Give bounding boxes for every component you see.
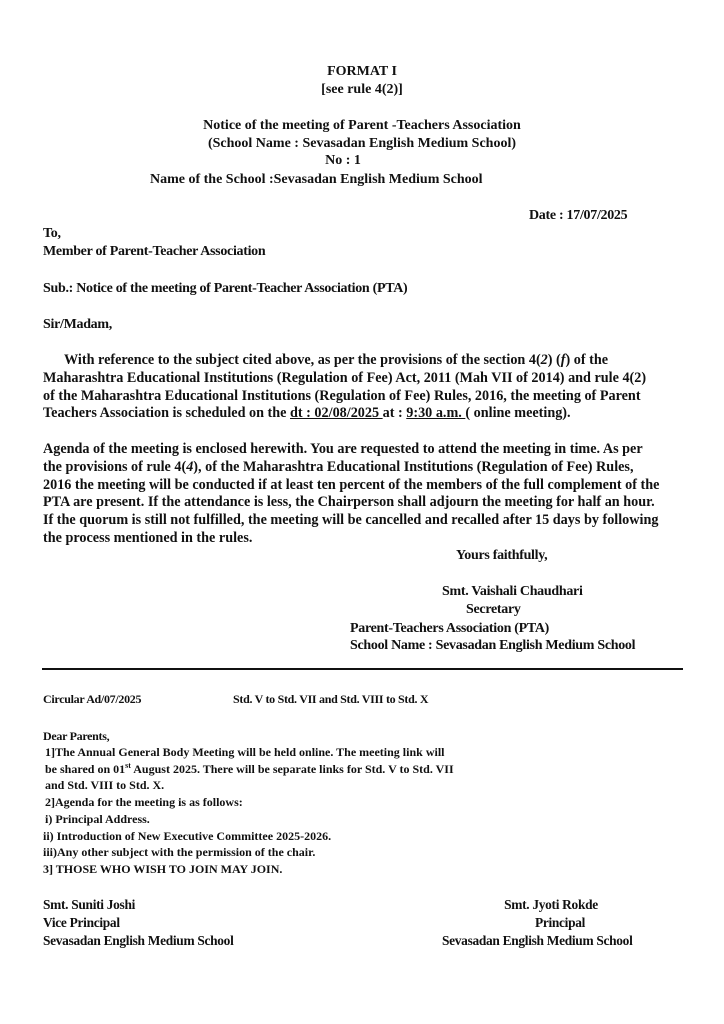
meeting-time: 9:30 a.m. <box>406 405 466 422</box>
principal-school: Sevasadan English Medium School <box>442 933 633 948</box>
rule-reference: [see rule 4(2)] <box>321 82 403 97</box>
letter-subject: Sub.: Notice of the meeting of Parent-Teacher Association (PTA) <box>43 281 408 296</box>
para2-line-2 <box>43 459 683 477</box>
text: ) ( <box>547 352 561 368</box>
text: Teachers Association is scheduled on the <box>43 405 290 422</box>
signatory-title: Secretary <box>466 602 521 617</box>
para2-line-4: PTA are present. If the attendance is less, the Chairperson shall adjourn the meeting for half an hour. <box>43 494 655 511</box>
circular-point-1-line-1: 1]The Annual General Body Meeting will be held online. The meeting link will <box>45 745 445 759</box>
school-name-line: (School Name : Sevasadan English Medium School) <box>207 136 517 151</box>
para2-line-6: the process mentioned in the rules. <box>43 529 253 546</box>
para2-line-3: 2016 the meeting will be conducted if at least ten percent of the members of the full complement of the <box>43 476 660 493</box>
vice-principal-title: Vice Principal <box>43 915 120 930</box>
letter-recipient: Member of Parent-Teacher Association <box>43 244 266 259</box>
circular-point-3: 3] THOSE WHO WISH TO JOIN MAY JOIN. <box>43 862 283 876</box>
italic-text: 2 <box>540 352 548 368</box>
para2-line-5: If the quorum is still not fulfilled, the meeting will be cancelled and recalled after 15 days by following <box>43 512 659 529</box>
principal-title: Principal <box>534 915 586 930</box>
text: at : <box>382 405 407 422</box>
circular-standards: Std. V to Std. VII and Std. VIII to Std. X <box>233 692 429 706</box>
agenda-item: iii)Any other subject with the permission of the chair. <box>43 845 316 859</box>
para1-line-2: Maharashtra Educational Institutions (Regulation of Fee) Act, 2011 (Mah VII of 2014) and rule 4(2) <box>43 369 647 386</box>
italic-text: 4 <box>186 458 194 475</box>
agenda-item: ii) Introduction of New Executive Committee 2025-2026. <box>43 829 332 843</box>
text: be shared on 01 <box>45 762 126 776</box>
agenda-item: i) Principal Address. <box>45 812 150 826</box>
name-of-school: Name of the School :Sevasadan English Medium School <box>150 172 483 187</box>
italic-text: f <box>560 352 566 368</box>
para1-line-1 <box>43 352 683 370</box>
text: August 2025. There will be separate links for Std. V to Std. VII <box>130 762 454 776</box>
text: ( online meeting). <box>465 405 571 422</box>
closing: Yours faithfully, <box>456 548 548 563</box>
superscript: st <box>125 761 131 770</box>
meeting-date: dt : 02/08/2025 <box>290 405 383 422</box>
notice-paragraph-2 <box>43 441 683 548</box>
notice-paragraph-1 <box>43 352 683 423</box>
text: With reference to the subject cited above, as per the provisions of the section 4( <box>64 352 541 368</box>
notice-title: Notice of the meeting of Parent -Teachers Association <box>203 118 521 133</box>
principal-name: Smt. Jyoti Rokde <box>504 897 598 912</box>
signatory-name: Smt. Vaishali Chaudhari <box>442 584 583 599</box>
format-title: FORMAT I <box>327 64 397 79</box>
circular-point-1-line-2 <box>45 761 454 778</box>
circular-point-2: 2]Agenda for the meeting is as follows: <box>45 795 243 809</box>
circular-greeting: Dear Parents, <box>43 729 110 743</box>
text: ) of the <box>565 352 609 368</box>
letter-salutation: Sir/Madam, <box>43 317 112 332</box>
signatory-school: School Name : Sevasadan English Medium School <box>350 638 636 653</box>
circular-point-1-line-3: and Std. VIII to Std. X. <box>45 778 165 792</box>
signatory-organization: Parent-Teachers Association (PTA) <box>350 621 550 636</box>
para1-line-4 <box>43 405 683 423</box>
vice-principal-school: Sevasadan English Medium School <box>43 933 234 948</box>
text: the provisions of rule 4( <box>43 458 187 475</box>
section-divider <box>42 668 683 670</box>
circular-reference: Circular Ad/07/2025 <box>43 692 142 706</box>
para2-line-1: Agenda of the meeting is enclosed herewith. You are requested to attend the meeting in time. As per <box>43 441 643 457</box>
letter-to: To, <box>43 226 61 241</box>
text: ), of the Maharashtra Educational Institutions (Regulation of Fee) Rules, <box>193 458 634 475</box>
para1-line-3: of the Maharashtra Educational Institutions (Regulation of Fee) Rules, 2016, the meeting of Parent <box>43 387 641 404</box>
letter-date: Date : 17/07/2025 <box>529 208 628 223</box>
vice-principal-name: Smt. Suniti Joshi <box>43 897 136 912</box>
notice-number: No : 1 <box>325 153 361 168</box>
